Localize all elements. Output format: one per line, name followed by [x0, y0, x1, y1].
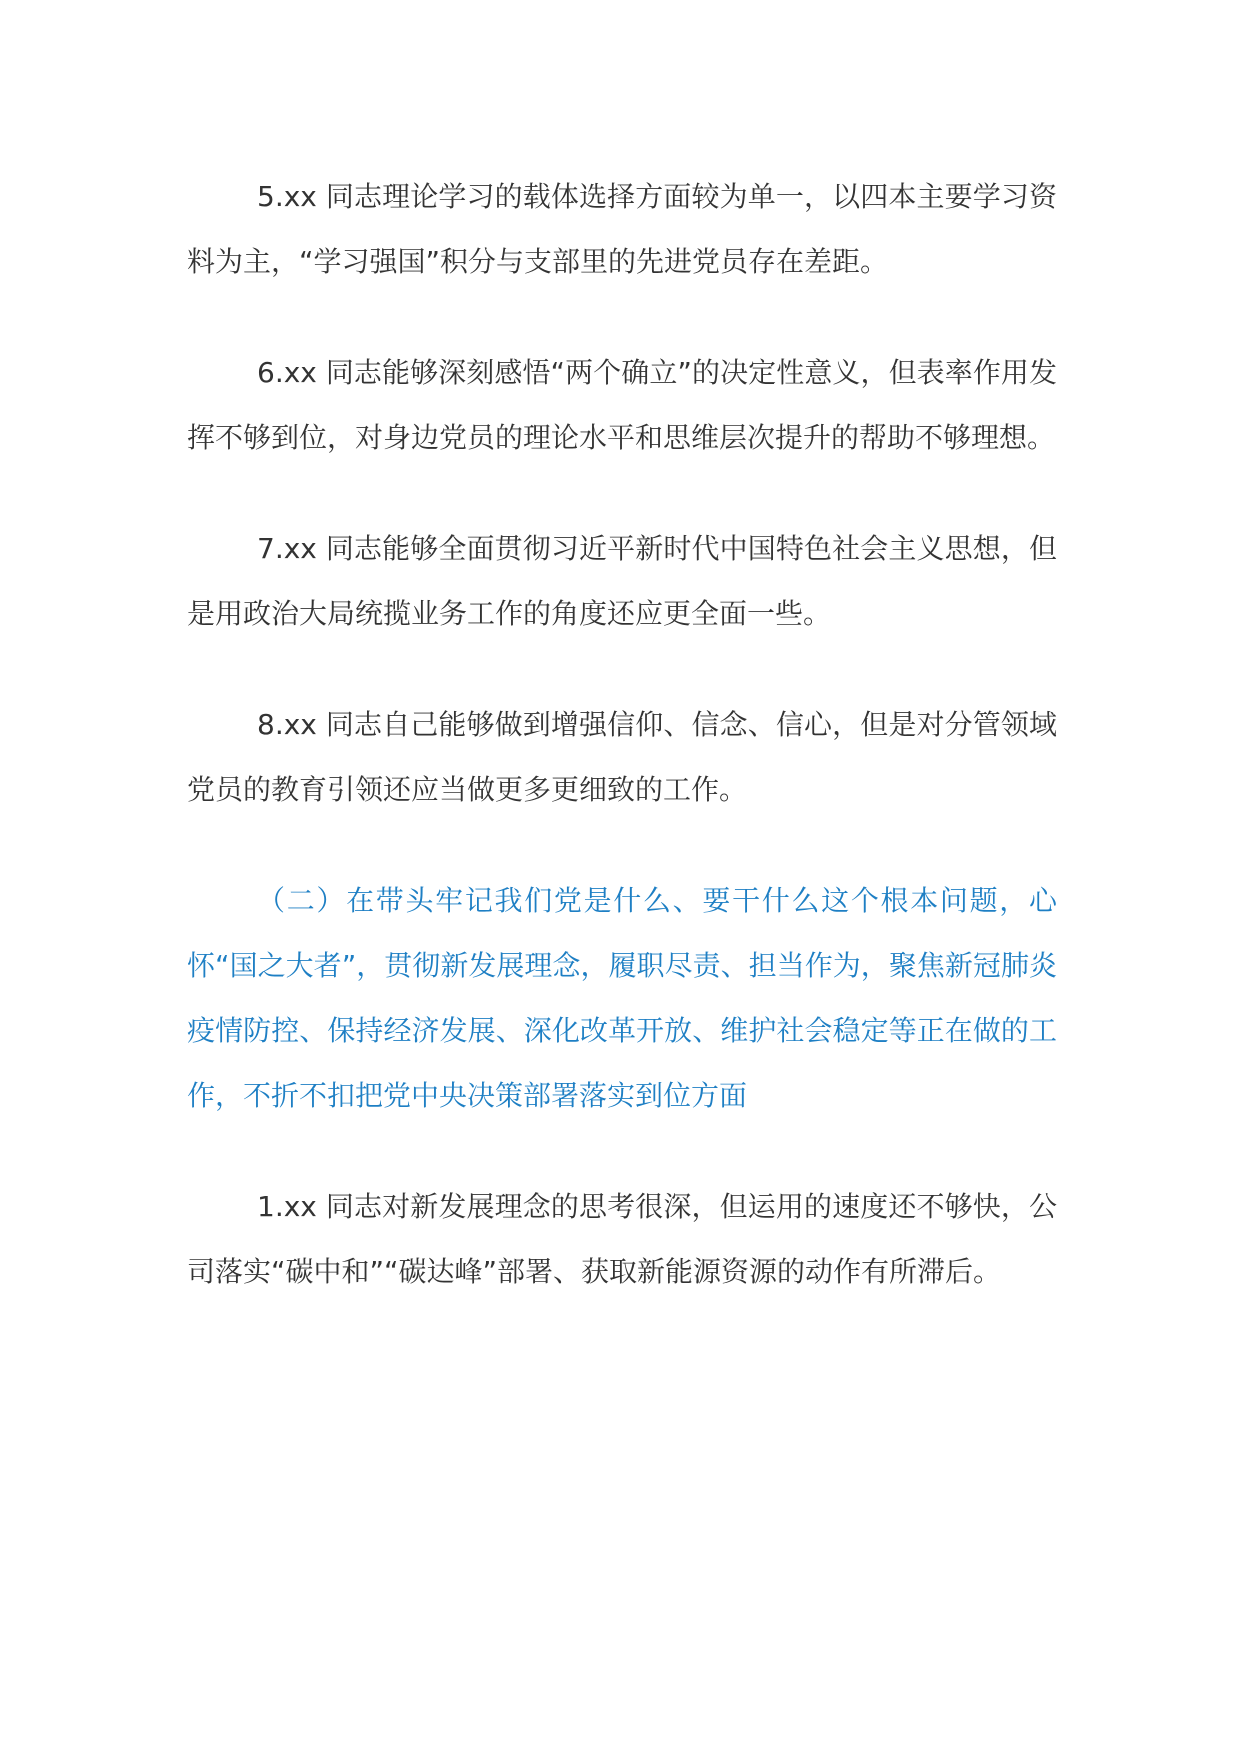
paragraph-item-6: 6.xx 同志能够深刻感悟“两个确立”的决定性意义，但表率作用发挥不够到位，对身边党员的理论水平和思维层次提升的帮助不够理想。	[187, 356, 1057, 454]
paragraph-spacer	[187, 470, 1057, 516]
paragraph-item-5: 5.xx 同志理论学习的载体选择方面较为单一，以四本主要学习资料为主，“学习强国”积分与支部里的先进党员存在差距。	[187, 180, 1057, 278]
paragraph-spacer	[187, 822, 1057, 868]
paragraph-spacer	[187, 1128, 1057, 1174]
paragraph-spacer	[187, 646, 1057, 692]
paragraph-spacer	[187, 294, 1057, 340]
paragraph-item-1: 1.xx 同志对新发展理念的思考很深，但运用的速度还不够快，公司落实“碳中和”“碳达峰”部署、获取新能源资源的动作有所滞后。	[187, 1190, 1057, 1288]
paragraph-item-8: 8.xx 同志自己能够做到增强信仰、信念、信心，但是对分管领域党员的教育引领还应当做更多更细致的工作。	[187, 708, 1057, 806]
document-body	[187, 164, 1057, 1304]
paragraph-item-7: 7.xx 同志能够全面贯彻习近平新时代中国特色社会主义思想，但是用政治大局统揽业务工作的角度还应更全面一些。	[187, 532, 1057, 630]
section-heading-2: （二）在带头牢记我们党是什么、要干什么这个根本问题，心怀“国之大者”，贯彻新发展理念，履职尽责、担当作为，聚焦新冠肺炎疫情防控、保持经济发展、深化改革开放、维护社会稳定等正在做的工作，不折不扣把党中央决策部署落实到位方面	[187, 884, 1057, 1112]
